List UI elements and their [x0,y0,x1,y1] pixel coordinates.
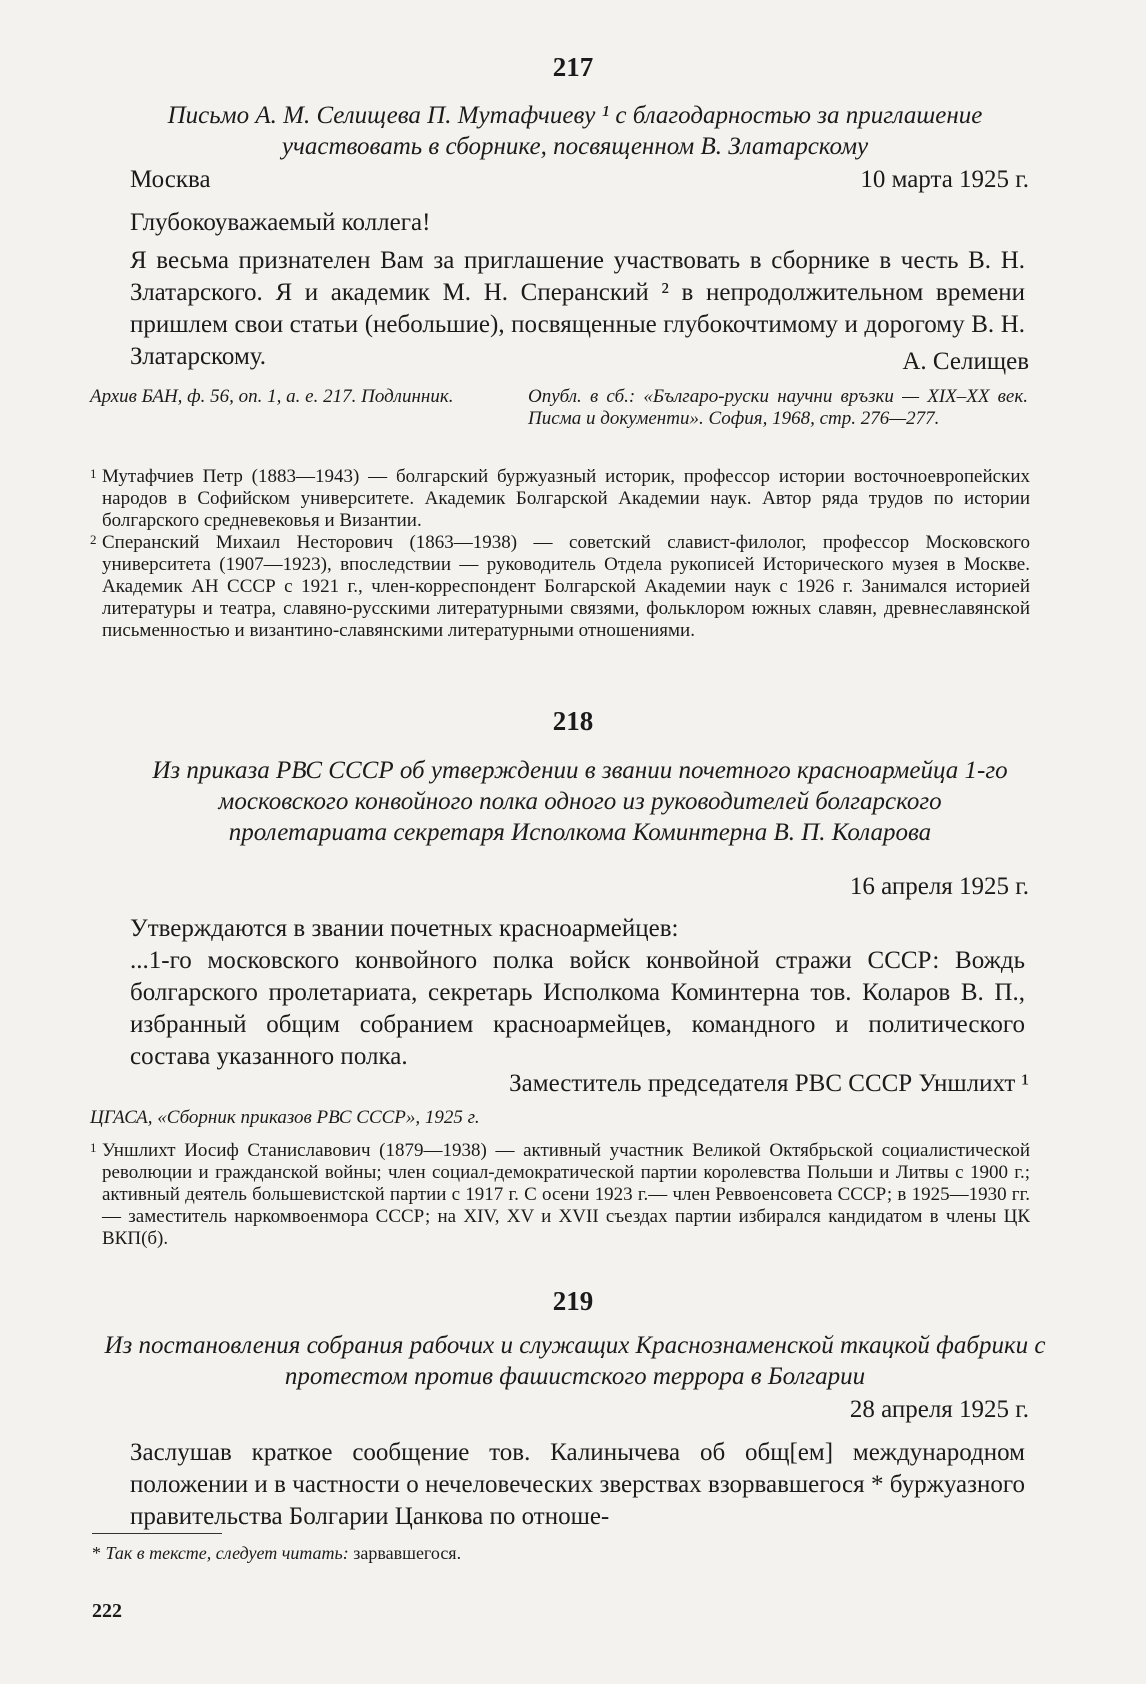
endnotes-218 [90,1140,1030,1250]
document-number: 218 [552,706,594,736]
salutation: Глубокоуважаемый коллега! [130,209,431,236]
publication-source: Опубл. в сб.: «Българо-руски научни връзки — XIX–XX век. Писма и документи». София, 1968, стр. 276—277. [528,386,1028,429]
order-text: ...1-го московского конвойного полка войск конвойной стражи СССР: Вождь болгарского пролетариата, секретарь Исполкома Коминтерна тов. Коларов В. П., избранный общим собранием красноармейцев, командного и политического состава указанного полка. [130,947,1025,1070]
document-number: 219 [552,1286,594,1316]
resolution-text: Заслушав краткое сообщение тов. Калинычева об общ[ем] международном положении и в частности о нечеловеческих зверствах взорвавшегося * буржуазного правительства Болгарии Цанкова по отноше- [130,1439,1025,1530]
document-date: 10 марта 1925 г. [860,166,1029,193]
letter-text: Я весьма признателен Вам за приглашение участвовать в сборнике в честь В. Н. Златарского. Я и академик М. Н. Сперанский ² в непродолжительном времени пришлем свои статьи (небольшие), посвященные глубокочтимому и дорогому В. Н. Златарскому. [130,247,1025,370]
signature: Заместитель председателя РВС СССР Уншлихт ¹ [509,1070,1029,1097]
document-date: 28 апреля 1925 г. [849,1396,1029,1423]
archive-source: Архив БАН, ф. 56, оп. 1, а. е. 217. Подлинник. [90,386,454,407]
signature: А. Селищев [902,348,1029,375]
footnote-rule [92,1533,222,1534]
endnote: 1 Мутафчиев Петр (1883—1943) — болгарский буржуазный историк, профессор истории восточноевропейских народов в Софийском университете. Академик Болгарской Академии наук. Автор ряда трудов по истории болгарского средневековья и Византии. [90,466,1030,531]
document-number: 217 [552,52,594,82]
document-place: Москва [130,166,211,193]
order-intro: Утверждаются в звании почетных красноармейцев: [130,915,679,942]
endnotes-217 [90,466,1030,642]
endnote: 1 Уншлихт Иосиф Станиславович (1879—1938) — активный участник Великой Октябрьской социалистической революции и гражданской войны; член социал-демократической партии королевства Польши и Литвы с 1900 г.; активный деятель большевистской партии с 1917 г. С осени 1923 г.— член Реввоенсовета СССР; в 1925—1930 гг.— заместитель наркомвоенмора СССР; на XIV, XV и XVII съездах партии избирался кандидатом в члены ЦК ВКП(б). [90,1140,1030,1249]
document-body [130,207,1025,373]
footnote: * Так в тексте, следует читать: зарвавшегося. [92,1543,462,1563]
endnote: 2 Сперанский Михаил Несторович (1863—1938) — советский славист-филолог, профессор Московского университета (1907—1923), впоследствии — руководитель Отдела рукописей Исторического музея в Москве. Академик АН СССР с 1921 г., член-корреспондент Болгарской Академии наук с 1926 г. Занимался историей литературы и театра, славяно-русскими литературными связями, фольклором южных славян, древнеславянской письменностью и византино-славянскими литературными отношениями. [90,532,1030,641]
archive-source: ЦГАСА, «Сборник приказов РВС СССР», 1925 г. [90,1107,480,1128]
document-title: Из постановления собрания рабочих и служащих Краснознаменской ткацкой фабрики с протестом против фашистского террора в Болгарии [104,1332,1046,1390]
page-number: 222 [92,1600,122,1622]
document-body [130,1437,1025,1533]
document-title: Письмо А. М. Селищева П. Мутафчиеву ¹ с благодарностью за приглашение участвовать в сборнике, посвященном В. Златарскому [167,102,983,160]
document-title: Из приказа РВС СССР об утверждении в звании почетного красноармейца 1-го московского конвойного полка одного из руководителей болгарского пролетариата секретаря Исполкома Коминтерна В. П. Коларова [152,757,1008,846]
document-body [130,913,1025,1073]
document-date: 16 апреля 1925 г. [849,873,1029,900]
